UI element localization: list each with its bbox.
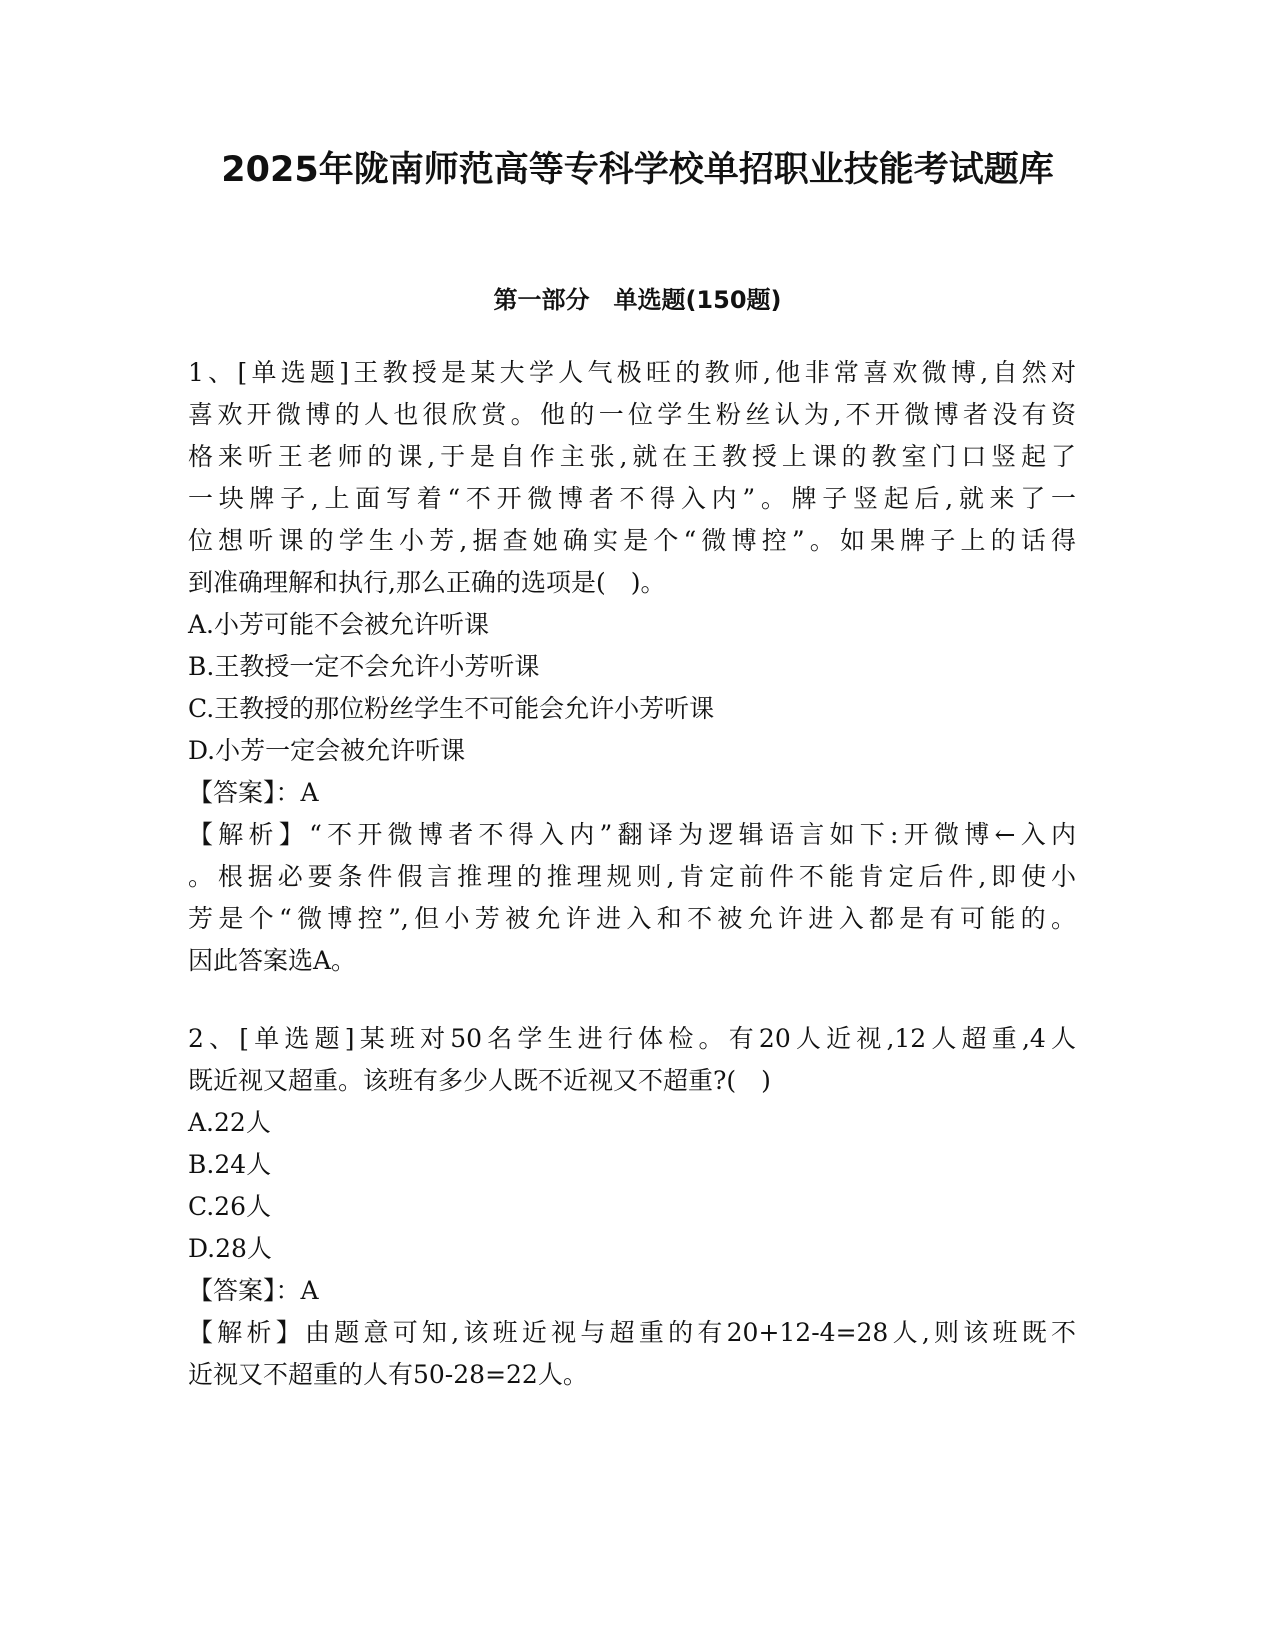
answer: 【答案】：A: [188, 778, 319, 807]
option-a: A.22人: [188, 1108, 271, 1137]
document-title: 2025年陇南师范高等专科学校单招职业技能考试题库: [221, 150, 1054, 190]
section-title: 第一部分 单选题(150题): [493, 286, 782, 314]
stem-line: 位想听课的学生小芳,据查她确实是个“微博控”。如果牌子上的话得: [188, 526, 1076, 555]
option-d: D.小芳一定会被允许听课: [188, 736, 466, 765]
analysis-line: 【解析】“不开微博者不得入内”翻译为逻辑语言如下:开微博←入内: [188, 820, 1076, 849]
stem-line: 1、[单选题]王教授是某大学人气极旺的教师,他非常喜欢微博,自然对: [188, 358, 1076, 387]
option-b: B.王教授一定不会允许小芳听课: [188, 652, 540, 681]
question-stem: [188, 1018, 1076, 1102]
stem-line: 格来听王老师的课,于是自作主张,就在王教授上课的教室门口竖起了: [188, 442, 1076, 471]
analysis-line: 。根据必要条件假言推理的推理规则,肯定前件不能肯定后件,即使小: [188, 862, 1076, 891]
answer: 【答案】：A: [188, 1276, 319, 1305]
stem-line: 喜欢开微博的人也很欣赏。他的一位学生粉丝认为,不开微博者没有资: [188, 400, 1076, 429]
question-stem: [188, 352, 1076, 604]
analysis-line: 近视又不超重的人有50-28=22人。: [188, 1360, 588, 1389]
option-a: A.小芳可能不会被允许听课: [188, 610, 490, 639]
question-1: [188, 352, 1076, 982]
analysis: [188, 814, 1076, 982]
stem-line: 2、[单选题]某班对50名学生进行体检。有20人近视,12人超重,4人: [188, 1024, 1076, 1053]
option-d: D.28人: [188, 1234, 272, 1263]
option-c: C.26人: [188, 1192, 271, 1221]
analysis-line: 因此答案选A。: [188, 946, 357, 975]
option-c: C.王教授的那位粉丝学生不可能会允许小芳听课: [188, 694, 715, 723]
stem-line: 既近视又超重。该班有多少人既不近视又不超重?( ): [188, 1066, 771, 1095]
analysis: [188, 1312, 1076, 1396]
stem-line: 到准确理解和执行,那么正确的选项是( )。: [188, 568, 666, 597]
question-2: [188, 1018, 1076, 1396]
stem-line: 一块牌子,上面写着“不开微博者不得入内”。牌子竖起后,就来了一: [188, 484, 1076, 513]
option-b: B.24人: [188, 1150, 272, 1179]
option-list: [188, 1102, 1076, 1270]
option-list: [188, 604, 1076, 772]
analysis-line: 芳是个“微博控”,但小芳被允许进入和不被允许进入都是有可能的。: [188, 904, 1076, 933]
analysis-line: 【解析】由题意可知,该班近视与超重的有20+12-4=28人,则该班既不: [188, 1318, 1076, 1347]
